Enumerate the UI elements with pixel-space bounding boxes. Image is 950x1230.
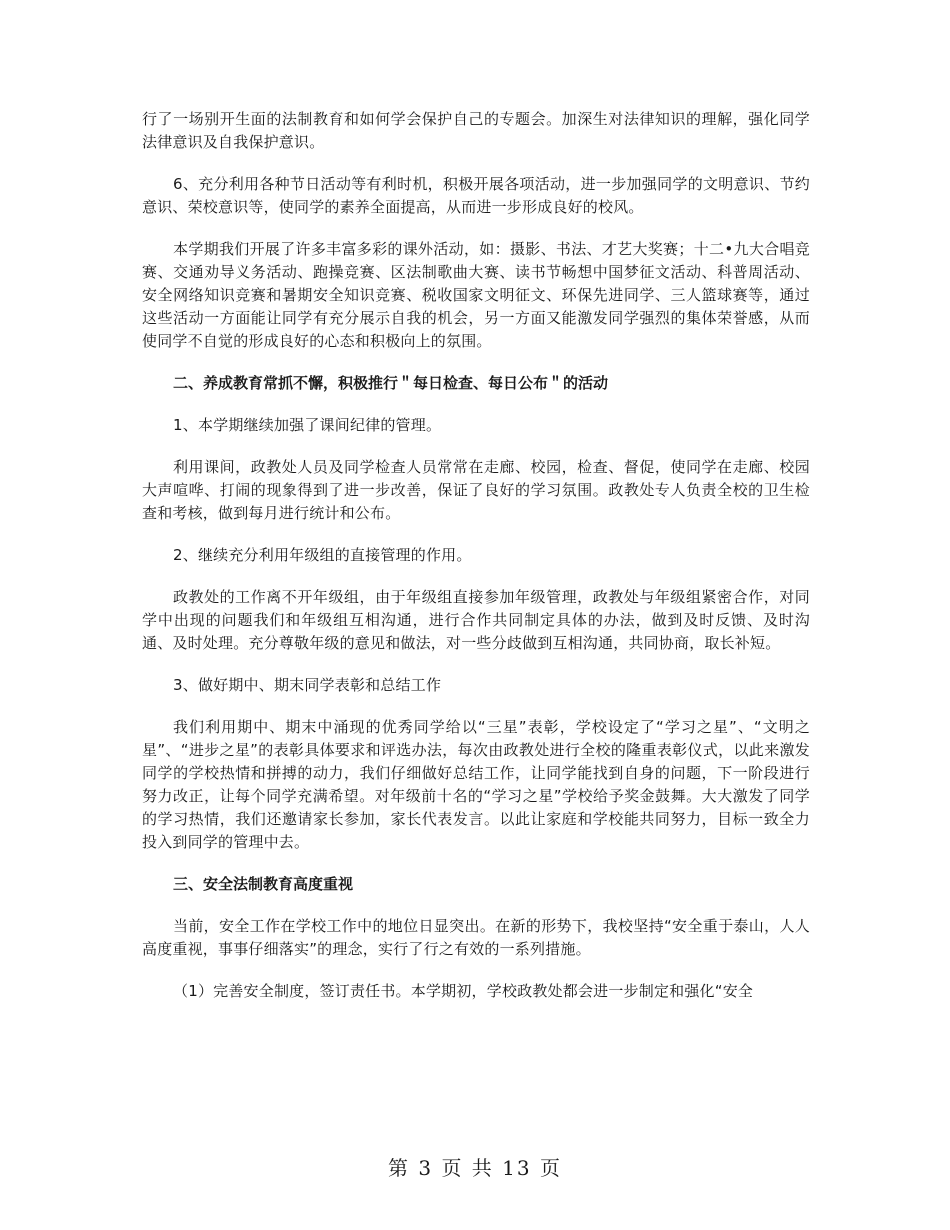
section-heading-2: 二、养成教育常抓不懈，积极推行＂每日检查、每日公布＂的活动 bbox=[173, 374, 609, 392]
paragraph-p11: （1）完善安全制度，签订责任书。本学期初，学校政教处都会进一步制定和强化“安全 bbox=[173, 982, 754, 1000]
paragraph-p3: 本学期我们开展了许多丰富多彩的课外活动，如：摄影、书法、才艺大奖赛；十二•九大合唱竞赛、交通劝导义务活动、跑操竞赛、区法制歌曲大赛、读书节畅想中国梦征文活动、科普周活动、安全网络知识竞赛和暑期安全知识竞赛、税收国家文明征文、环保先进同学、三人篮球赛等，通过这些活动一方面能让同学有充分展示自我的机会，另一方面又能激发同学强烈的集体荣誉感，从而使同学不自觉的形成良好的心态和积极向上的氛围。 bbox=[142, 240, 810, 350]
paragraph-p7: 政教处的工作离不开年级组，由于年级组直接参加年级管理，政教处与年级组紧密合作，对同学中出现的问题我们和年级组互相沟通，进行合作共同制定具体的办法，做到及时反馈、及时沟通、及时处理。充分尊敬年级的意见和做法，对一些分歧做到互相沟通，共同协商，取长补短。 bbox=[142, 588, 810, 652]
paragraph-p2: 6、充分利用各种节日活动等有利时机，积极开展各项活动，进一步加强同学的文明意识、节约意识、荣校意识等，使同学的素养全面提高，从而进一步形成良好的校风。 bbox=[142, 175, 810, 216]
paragraph-p4: 1、本学期继续加强了课间纪律的管理。 bbox=[173, 416, 442, 434]
paragraph-p10: 当前，安全工作在学校工作中的地位日显突出。在新的形势下，我校坚持“安全重于泰山，人人高度重视，事事仔细落实”的理念，实行了行之有效的一系列措施。 bbox=[142, 917, 810, 958]
paragraph-p9: 我们利用期中、期末中涌现的优秀同学给以“三星”表彰，学校设定了“学习之星”、“文明之星”、“进步之星”的表彰具体要求和评选办法，每次由政教处进行全校的隆重表彰仪式，以此来激发同学的学校热情和拼搏的动力，我们仔细做好总结工作，让同学能找到自身的问题，下一阶段进行努力改正，让每个同学充满希望。对年级前十名的“学习之星”学校给予奖金鼓舞。大大激发了同学的学习热情，我们还邀请家长参加，家长代表发言。以此让家庭和学校能共同努力，目标一致全力投入到同学的管理中去。 bbox=[142, 718, 810, 851]
section-heading-3: 三、安全法制教育高度重视 bbox=[173, 875, 354, 893]
document-body bbox=[142, 108, 810, 1022]
paragraph-p8: 3、做好期中、期末同学表彰和总结工作 bbox=[173, 676, 442, 694]
paragraph-p6: 2、继续充分利用年级组的直接管理的作用。 bbox=[173, 546, 472, 564]
paragraph-p1: 行了一场别开生面的法制教育和如何学会保护自己的专题会。加深生对法律知识的理解，强化同学法律意识及自我保护意识。 bbox=[142, 110, 810, 151]
paragraph-p5: 利用课间，政教处人员及同学检查人员常常在走廊、校园，检查、督促，使同学在走廊、校园大声喧哗、打闹的现象得到了进一步改善，保证了良好的学习氛围。政教处专人负责全校的卫生检查和考核，做到每月进行统计和公布。 bbox=[142, 458, 810, 522]
page-number-footer: 第 3 页 共 13 页 bbox=[388, 1156, 562, 1180]
